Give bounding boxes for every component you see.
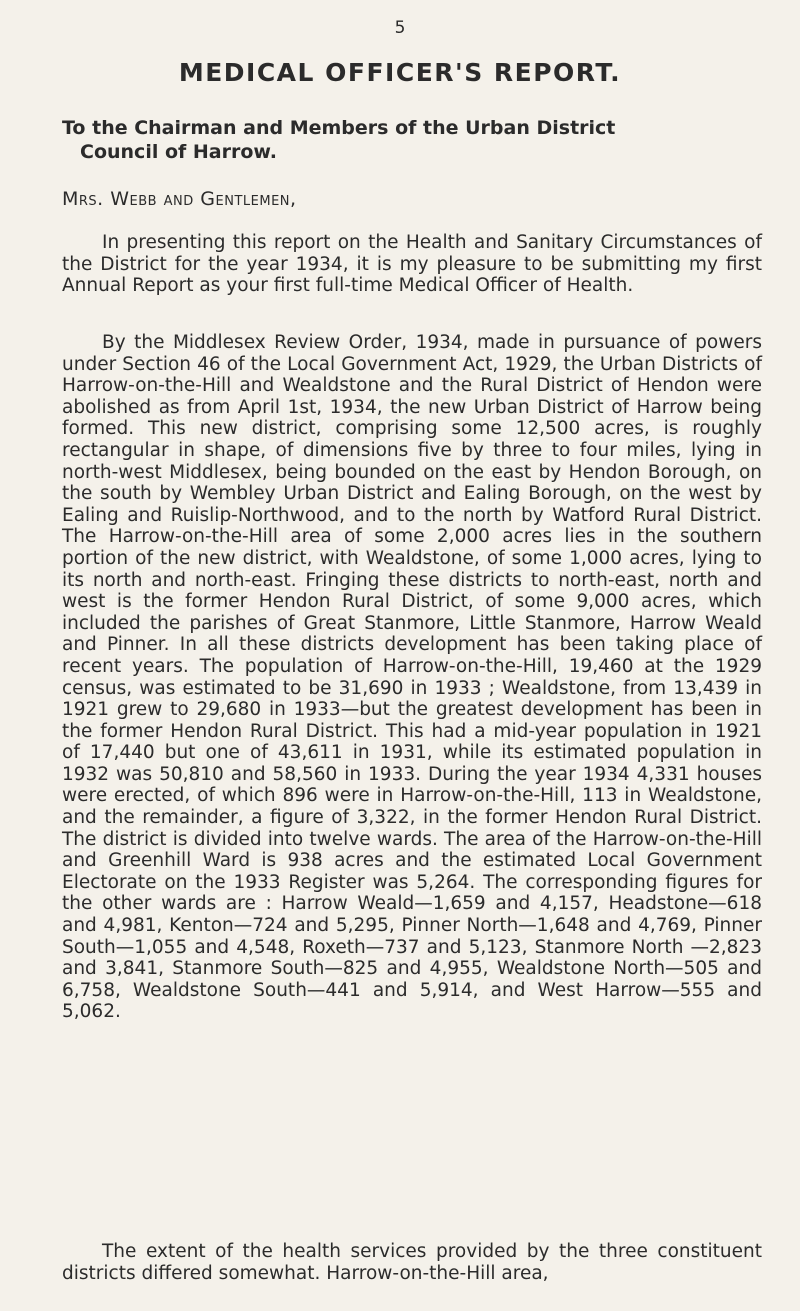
paragraph-district-description: By the Middlesex Review Order, 1934, made in pursuance of powers under Section 46 of the Local Government Act, 1929, the Urban Districts of Harrow-on-the-Hill and Wealdstone and the Rural District of Hendon were abolished as from April 1st, 1934, the new Urban District of Harrow being formed. This new district, comprising some 12,500 acres, is roughly rectangular in shape, of dimensions five by three to four miles, lying in north-west Middlesex, being bounded on the east by Hendon Borough, on the south by Wembley Urban District and Ealing Borough, on the west by Ealing and Ruislip-Northwood, and to the north by Watford Rural District. The Harrow-on-the-Hill area of some 2,000 acres lies in the southern portion of the new district, with Wealdstone, of some 1,000 acres, lying to its north and north-east. Fringing these districts to north-east, north and west is the former Hendon Rural District, of some 9,000 acres, which included the parishes of Great Stanmore, Little Stanmore, Harrow Weald and Pinner. In all these districts development has been taking place of recent years. The population of Harrow-on-the-Hill, 19,460 at the 1929 census, was estimated to be 31,690 in 1933 ; Wealdstone, from 13,439 in 1921 grew to 29,680 in 1933—but the greatest development has been in the former Hendon Rural District. This had a mid-year population in 1921 of 17,440 but one of 43,611 in 1931, while its estimated population in 1932 was 50,810 and 58,560 in 1933. During the year 1934 4,331 houses were erected, of which 896 were in Harrow-on-the-Hill, 113 in Wealdstone, and the remainder, a figure of 3,322, in the former Hendon Rural District. The district is divided into twelve wards. The area of the Harrow-on-the-Hill and Greenhill Ward is 938 acres and the estimated Local Government Electorate on the 1933 Register was 5,264. The corresponding figures for the other wards are : Harrow Weald—1,659 and 4,157, Headstone—618 and 4,981, Kenton—724 and 5,295, Pinner North—1,648 and 4,769, Pinner South—1,055 and 4,548, Roxeth—737 and 5,123, Stanmore North —2,823 and 3,841, Stanmore South—825 and 4,955, Wealdstone North—505 and 6,758, Wealdstone South—441 and 5,914, and West Harrow—555 and 5,062. <box>62 332 762 1023</box>
report-title: MEDICAL OFFICER'S REPORT. <box>178 58 622 87</box>
addressee-line-2: Council of Harrow. <box>80 141 277 163</box>
paragraph-introduction: In presenting this report on the Health and Sanitary Circumstances of the District for the year 1934, it is my pleasure to be submitting my first Annual Report as your first full-time Medical Officer of Health. <box>62 232 762 297</box>
addressee-line-1: To the Chairman and Members of the Urban District <box>62 117 616 139</box>
page-number: 5 <box>394 18 406 38</box>
salutation: Mrs. Webb and Gentlemen, <box>62 188 297 210</box>
paragraph-health-services: The extent of the health services provided by the three constituent districts differed somewhat. Harrow-on-the-Hill area, <box>62 1241 762 1284</box>
addressee <box>62 116 762 164</box>
